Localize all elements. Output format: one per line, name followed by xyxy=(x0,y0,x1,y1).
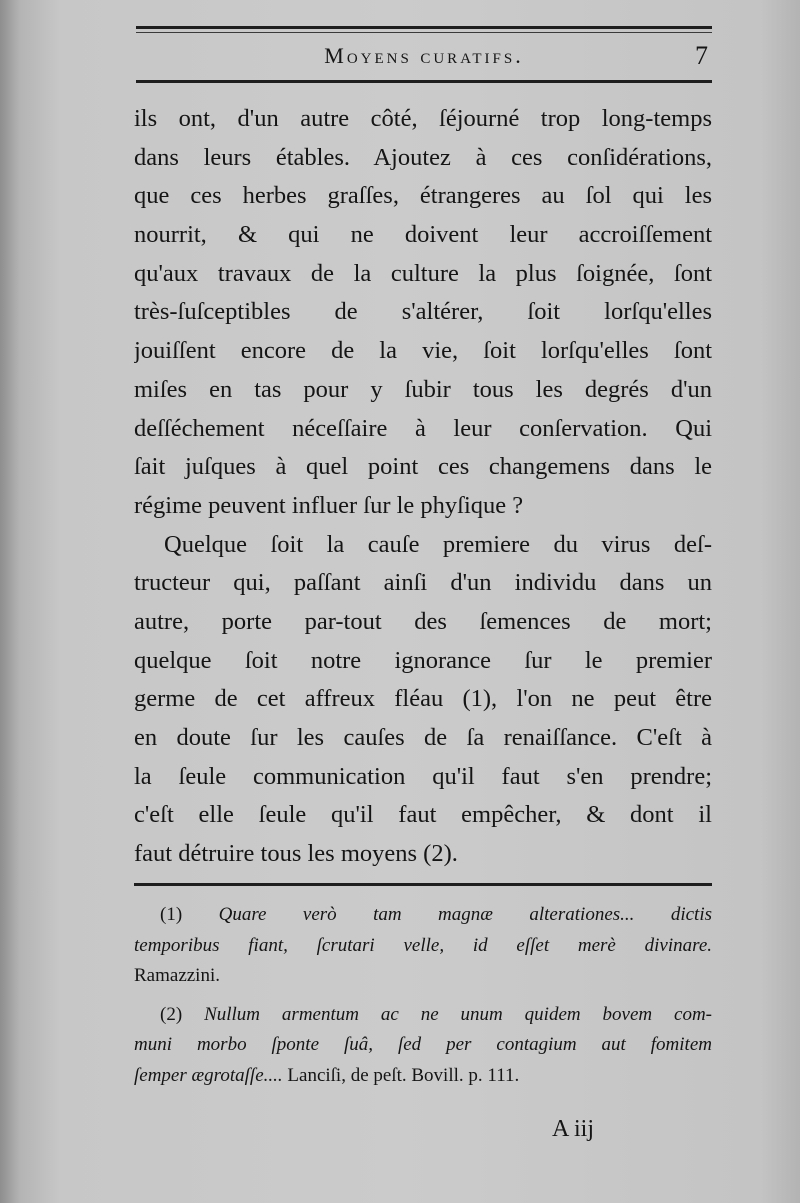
page-number: 7 xyxy=(695,41,708,70)
body-line: dans leurs étables. Ajoutez à ces conſidérations, xyxy=(134,143,712,171)
footnote-1-text: temporibus fiant, ſcrutari velle, id eſſet merè divinare. xyxy=(134,934,712,956)
body-line: la ſeule communication qu'il faut s'en prendre; xyxy=(134,762,712,790)
signature-mark: A iij xyxy=(552,1116,595,1142)
footnote-1-marker: (1) xyxy=(160,904,183,925)
body-line: Quelque ſoit la cauſe premiere du virus deſ- xyxy=(164,530,712,558)
header-rule-thin xyxy=(136,32,712,33)
footnote-1-line-2 xyxy=(134,931,712,962)
footnote-1-text: Quare verò tam magnæ alterationes... dictis xyxy=(218,904,712,925)
footnote-rule xyxy=(134,883,712,886)
running-head: Moyens curatifs. xyxy=(324,43,524,68)
footnote-1-source: Ramazzini. xyxy=(134,965,220,986)
body-line: germe de cet affreux fléau (1), l'on ne peut être xyxy=(134,685,712,713)
body-line: faut détruire tous les moyens (2). xyxy=(134,840,458,868)
footnote-2-text: Nullum armentum ac ne unum quidem bovem com- xyxy=(204,1003,712,1025)
body-line: jouiſſent encore de la vie, ſoit lorſqu'elles ſont xyxy=(134,337,712,365)
footnote-1-line-1 xyxy=(134,900,712,931)
body-line: c'eſt elle ſeule qu'il faut empêcher, & dont il xyxy=(134,801,712,829)
header-rule-top xyxy=(136,26,712,29)
body-line: ſait juſques à quel point ces changemens dans le xyxy=(134,453,712,481)
footnotes xyxy=(134,900,712,1091)
body-line: qu'aux travaux de la culture la plus ſoignée, ſont xyxy=(134,259,712,287)
footnote-2-text: muni morbo ſponte ſuâ, ſed per contagium aut fomitem xyxy=(134,1034,712,1055)
body-text xyxy=(134,100,712,874)
footnote-2-text: ſemper ægrotaſſe.... xyxy=(134,1064,283,1086)
header-rule-bottom xyxy=(136,80,712,83)
body-line: miſes en tas pour y ſubir tous les degrés d'un xyxy=(134,375,712,403)
body-line: que ces herbes graſſes, étrangeres au ſol qui les xyxy=(134,182,712,210)
body-line: autre, porte par-tout des ſemences de mort; xyxy=(134,607,712,635)
body-line: tructeur qui, paſſant ainſi d'un individu dans un xyxy=(134,569,712,597)
footnote-2-line-2 xyxy=(134,1030,712,1061)
body-line: régime peuvent influer ſur le phyſique ? xyxy=(134,491,524,519)
footnote-2-line-1 xyxy=(134,1000,712,1031)
footnote-2-marker: (2) xyxy=(160,1003,183,1025)
body-line: ils ont, d'un autre côté, ſéjourné trop long-temps xyxy=(134,105,712,132)
body-line: deſſéchement néceſſaire à leur conſervation. Qui xyxy=(134,414,712,442)
body-line: quelque ſoit notre ignorance ſur le premier xyxy=(134,646,712,674)
body-line: en doute ſur les cauſes de ſa renaiſſance. C'eſt à xyxy=(134,724,712,751)
body-line: nourrit, & qui ne doivent leur accroiſſement xyxy=(134,221,712,249)
body-line: très-ſuſceptibles de s'altérer, ſoit lorſqu'elles xyxy=(134,298,712,326)
footnote-2-source: Lanciſi, de peſt. Bovill. p. 111. xyxy=(287,1064,520,1086)
footnote-2-line-3 xyxy=(134,1061,712,1092)
